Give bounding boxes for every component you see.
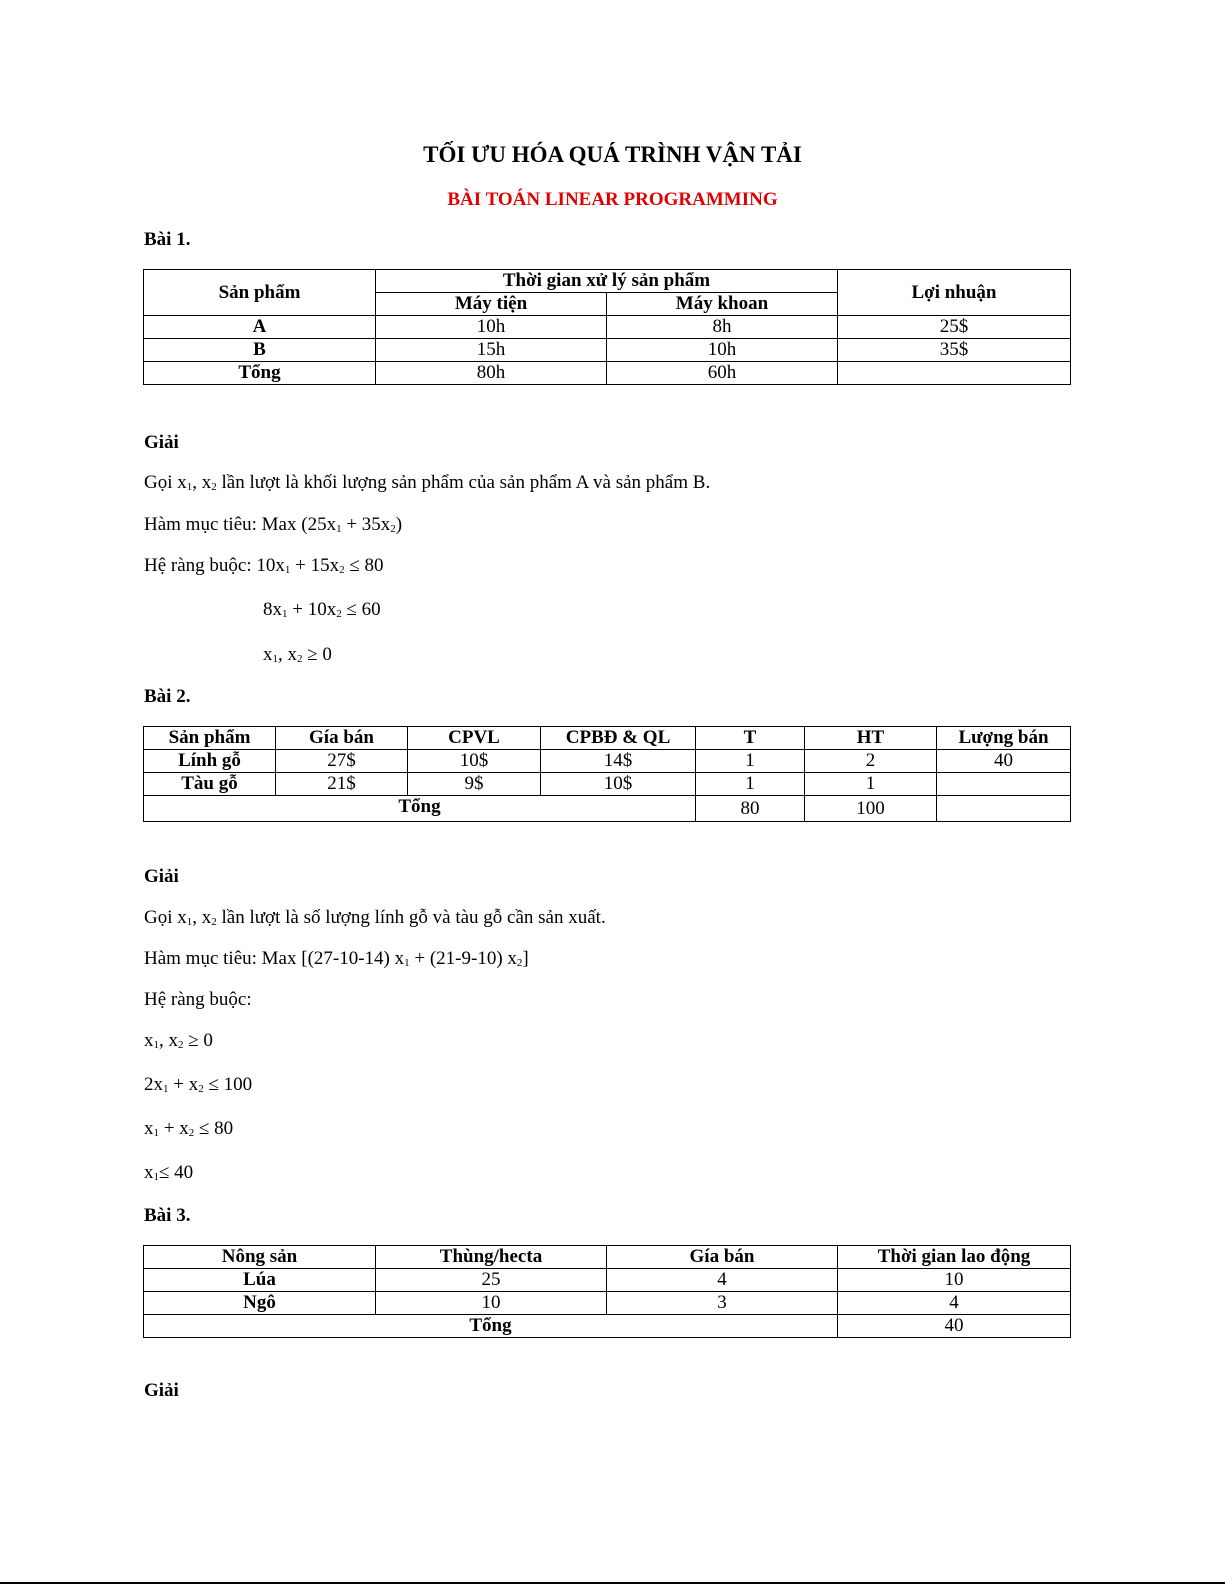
- header-product: Sản phẩm: [144, 270, 376, 316]
- header-labor-time: Thời gian lao động: [838, 1246, 1071, 1269]
- bai1-solution-heading: Giải: [144, 432, 179, 453]
- cell-crop: Lúa: [144, 1269, 376, 1292]
- bai1-constraint-1: Hệ ràng buộc: $10x_1 + 15x_2 \le 80$: [144, 555, 384, 576]
- page-bottom-divider: [0, 1582, 1225, 1584]
- cell-ht: 2: [805, 750, 937, 773]
- bai2-constraint-3: $x_1 + x_2 \le 80$: [144, 1118, 234, 1139]
- bai2-heading: Bài 2.: [144, 686, 191, 707]
- table-total-row: [144, 1315, 1071, 1338]
- cell-labor-time: 10: [838, 1269, 1071, 1292]
- bai2-solution-heading: Giải: [144, 866, 179, 887]
- bai1-constraint-2: $8x_1 + 10x_2 \le 60$: [263, 599, 381, 620]
- table-row: [144, 773, 1071, 796]
- cell-total-ht: 100: [805, 796, 937, 822]
- cell-material-cost: 10$: [408, 750, 541, 773]
- bai1-variable-definition: Gọi $x_1$, $x_2$ lần lượt là khối lượng sản phẩm của sản phẩm A và sản phẩm B.: [144, 472, 711, 493]
- table-row: [144, 362, 1071, 385]
- header-yield: Thùng/hecta: [376, 1246, 607, 1269]
- bai1-objective: Hàm mục tiêu: Max $(25x_1 + 35x_2)$: [144, 514, 403, 535]
- table-total-row: [144, 796, 1071, 822]
- bai2-table: [143, 726, 1071, 822]
- cell-lathe: 10h: [376, 316, 607, 339]
- cell-profit: 25$: [838, 316, 1071, 339]
- table-row: [144, 316, 1071, 339]
- cell-product: Tổng: [144, 362, 376, 385]
- cell-price: 27$: [276, 750, 408, 773]
- cell-drill: 10h: [607, 339, 838, 362]
- cell-profit: [838, 362, 1071, 385]
- table-header-row: [144, 1246, 1071, 1269]
- cell-labor-time: 4: [838, 1292, 1071, 1315]
- header-product: Sản phẩm: [144, 727, 276, 750]
- header-crop: Nông sản: [144, 1246, 376, 1269]
- cell-yield: 25: [376, 1269, 607, 1292]
- cell-crop: Ngô: [144, 1292, 376, 1315]
- bai3-heading: Bài 3.: [144, 1205, 191, 1226]
- bai2-variable-definition: Gọi $x_1$, $x_2$ lần lượt là số lượng lính gỗ và tàu gỗ cần sản xuất.: [144, 907, 606, 928]
- cell-price: 4: [607, 1269, 838, 1292]
- header-price: Gía bán: [276, 727, 408, 750]
- header-processing-time: Thời gian xử lý sản phẩm: [376, 270, 838, 293]
- cell-yield: 10: [376, 1292, 607, 1315]
- cell-variable-cost: 10$: [541, 773, 696, 796]
- cell-total-sales: [937, 796, 1071, 822]
- cell-price: 3: [607, 1292, 838, 1315]
- cell-ht: 1: [805, 773, 937, 796]
- cell-sales: [937, 773, 1071, 796]
- bai3-solution-heading: Giải: [144, 1380, 179, 1401]
- bai2-constraint-4: $x_1\le 40$: [144, 1162, 194, 1183]
- bai2-constraint-1: $x_1$, $x_2 \ge 0$: [144, 1030, 213, 1051]
- cell-total-label: Tổng: [144, 1315, 838, 1338]
- cell-material-cost: 9$: [408, 773, 541, 796]
- page-title: TỐI ƯU HÓA QUÁ TRÌNH VẬN TẢI: [423, 142, 802, 167]
- table-row: [144, 339, 1071, 362]
- table-header-row: [144, 727, 1071, 750]
- cell-price: 21$: [276, 773, 408, 796]
- header-sales: Lượng bán: [937, 727, 1071, 750]
- cell-profit: 35$: [838, 339, 1071, 362]
- header-price: Gía bán: [607, 1246, 838, 1269]
- cell-total-value: 40: [838, 1315, 1071, 1338]
- cell-product: B: [144, 339, 376, 362]
- cell-total-t: 80: [696, 796, 805, 822]
- table-header-row: [144, 270, 1071, 293]
- cell-product: A: [144, 316, 376, 339]
- cell-drill: 8h: [607, 316, 838, 339]
- cell-total-label: Tổng: [144, 796, 696, 822]
- table-row: [144, 1269, 1071, 1292]
- cell-sales: 40: [937, 750, 1071, 773]
- bai2-constraints-label: Hệ ràng buộc:: [144, 989, 252, 1010]
- bai2-constraint-2: $2x_1 + x_2 \le 100$: [144, 1074, 253, 1095]
- bai1-constraint-3: $x_1$, $x_2 \ge 0$: [263, 644, 332, 665]
- cell-variable-cost: 14$: [541, 750, 696, 773]
- header-t: T: [696, 727, 805, 750]
- bai1-heading: Bài 1.: [144, 229, 191, 250]
- page-subtitle: BÀI TOÁN LINEAR PROGRAMMING: [447, 189, 778, 210]
- bai2-objective: Hàm mục tiêu: Max [(27-10-14) $x_1 + (21-9-10)$ $x_2$]: [144, 948, 529, 969]
- header-drill: Máy khoan: [607, 293, 838, 316]
- table-row: [144, 1292, 1071, 1315]
- cell-t: 1: [696, 750, 805, 773]
- bai1-table: [143, 269, 1071, 385]
- header-material-cost: CPVL: [408, 727, 541, 750]
- cell-lathe: 80h: [376, 362, 607, 385]
- cell-product: Lính gỗ: [144, 750, 276, 773]
- cell-product: Tàu gỗ: [144, 773, 276, 796]
- header-ht: HT: [805, 727, 937, 750]
- bai3-table: [143, 1245, 1071, 1338]
- cell-drill: 60h: [607, 362, 838, 385]
- table-row: [144, 750, 1071, 773]
- cell-t: 1: [696, 773, 805, 796]
- header-profit: Lợi nhuận: [838, 270, 1071, 316]
- header-lathe: Máy tiện: [376, 293, 607, 316]
- cell-lathe: 15h: [376, 339, 607, 362]
- header-variable-cost: CPBĐ & QL: [541, 727, 696, 750]
